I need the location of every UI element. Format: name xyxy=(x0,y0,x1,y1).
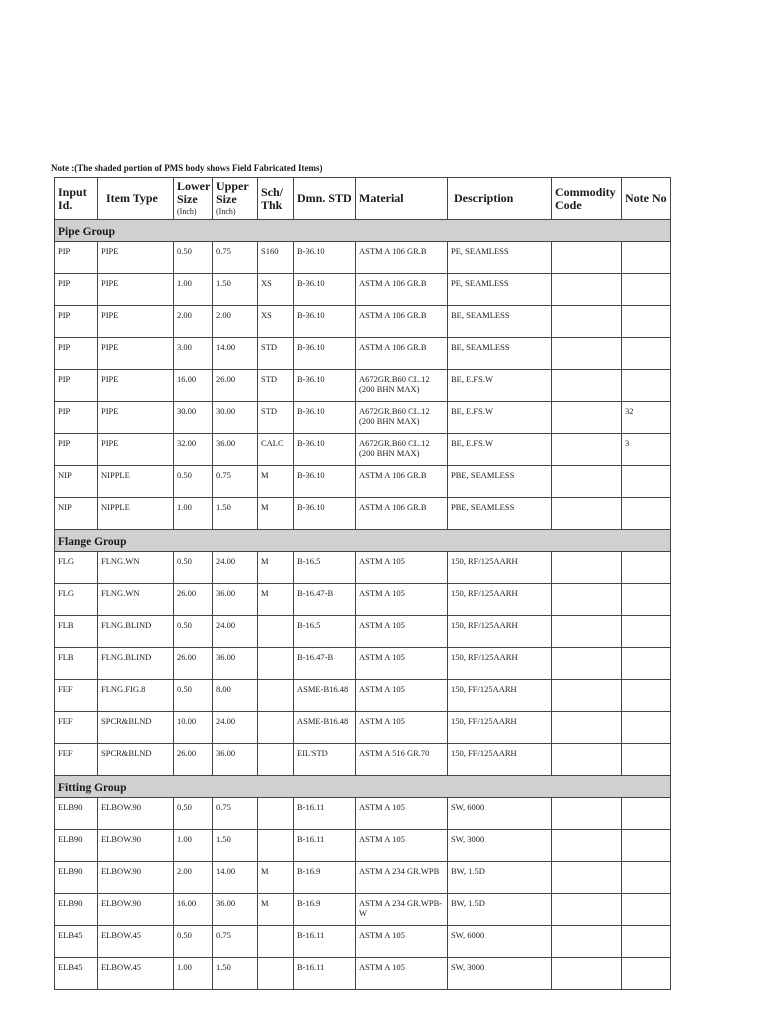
cell-input-id: FEF xyxy=(55,712,98,744)
cell-lower-size: 1.00 xyxy=(174,274,213,306)
cell-item-type: PIPE xyxy=(98,402,174,434)
cell-upper-size: 14.00 xyxy=(213,338,258,370)
cell-item-type: SPCR&BLND xyxy=(98,712,174,744)
cell-sch-thk: M xyxy=(258,498,294,530)
cell-commodity-code xyxy=(552,584,622,616)
table-row xyxy=(55,894,671,926)
table-row xyxy=(55,306,671,338)
cell-material: ASTM A 106 GR.B xyxy=(356,274,448,306)
cell-item-type: ELBOW.90 xyxy=(98,894,174,926)
table-row xyxy=(55,926,671,958)
cell-lower-size: 32.00 xyxy=(174,434,213,466)
cell-dmn-std: B-16.9 xyxy=(294,862,356,894)
cell-material: ASTM A 105 xyxy=(356,830,448,862)
cell-commodity-code xyxy=(552,306,622,338)
cell-upper-size: 1.50 xyxy=(213,274,258,306)
cell-note-no xyxy=(622,894,671,926)
table-row xyxy=(55,798,671,830)
group-header-row xyxy=(55,530,671,552)
cell-note-no: 3 xyxy=(622,434,671,466)
cell-dmn-std: B-16.5 xyxy=(294,552,356,584)
cell-dmn-std: B-36.10 xyxy=(294,274,356,306)
cell-description: PE, SEAMLESS xyxy=(448,242,552,274)
cell-note-no xyxy=(622,830,671,862)
cell-description: 150, RF/125AARH xyxy=(448,616,552,648)
cell-item-type: PIPE xyxy=(98,370,174,402)
table-row xyxy=(55,680,671,712)
cell-dmn-std: B-16.5 xyxy=(294,616,356,648)
cell-sch-thk: XS xyxy=(258,306,294,338)
header-item-type: Item Type xyxy=(98,178,174,220)
cell-item-type: FLNG.BLIND xyxy=(98,616,174,648)
table-row xyxy=(55,862,671,894)
cell-item-type: ELBOW.90 xyxy=(98,798,174,830)
group-title: Fitting Group xyxy=(55,776,671,798)
cell-item-type: PIPE xyxy=(98,338,174,370)
cell-dmn-std: B-16.9 xyxy=(294,894,356,926)
cell-commodity-code xyxy=(552,434,622,466)
cell-description: BE, SEAMLESS xyxy=(448,338,552,370)
header-commodity-code: Commodity Code xyxy=(552,178,622,220)
cell-input-id: ELB90 xyxy=(55,862,98,894)
table-row xyxy=(55,958,671,990)
cell-material: A672GR.B60 CL.12 (200 BHN MAX) xyxy=(356,402,448,434)
cell-input-id: FEF xyxy=(55,680,98,712)
header-note-no: Note No xyxy=(622,178,671,220)
cell-dmn-std: B-36.10 xyxy=(294,466,356,498)
cell-input-id: FLB xyxy=(55,648,98,680)
table-row xyxy=(55,402,671,434)
cell-upper-size: 36.00 xyxy=(213,648,258,680)
table-row xyxy=(55,370,671,402)
cell-commodity-code xyxy=(552,926,622,958)
header-lower-size-label: Lower Size xyxy=(177,179,211,206)
cell-lower-size: 0.50 xyxy=(174,466,213,498)
cell-commodity-code xyxy=(552,680,622,712)
cell-commodity-code xyxy=(552,242,622,274)
cell-dmn-std: B-36.10 xyxy=(294,306,356,338)
cell-sch-thk xyxy=(258,648,294,680)
cell-upper-size: 1.50 xyxy=(213,498,258,530)
cell-input-id: PIP xyxy=(55,402,98,434)
cell-item-type: FLNG.WN xyxy=(98,552,174,584)
cell-dmn-std: B-16.47-B xyxy=(294,648,356,680)
cell-item-type: SPCR&BLND xyxy=(98,744,174,776)
cell-description: BE, SEAMLESS xyxy=(448,306,552,338)
cell-description: BW, 1.5D xyxy=(448,894,552,926)
cell-lower-size: 1.00 xyxy=(174,958,213,990)
cell-lower-size: 3.00 xyxy=(174,338,213,370)
cell-input-id: PIP xyxy=(55,434,98,466)
cell-sch-thk xyxy=(258,926,294,958)
table-row xyxy=(55,466,671,498)
cell-note-no xyxy=(622,370,671,402)
cell-commodity-code xyxy=(552,274,622,306)
cell-dmn-std: B-36.10 xyxy=(294,402,356,434)
cell-description: 150, FF/125AARH xyxy=(448,744,552,776)
cell-commodity-code xyxy=(552,830,622,862)
cell-input-id: FLB xyxy=(55,616,98,648)
header-upper-size-unit: (Inch) xyxy=(216,207,236,216)
group-header-row xyxy=(55,220,671,242)
cell-description: SW, 6000 xyxy=(448,798,552,830)
cell-item-type: NIPPLE xyxy=(98,498,174,530)
cell-material: ASTM A 105 xyxy=(356,552,448,584)
header-lower-size-unit: (Inch) xyxy=(177,207,197,216)
cell-input-id: FEF xyxy=(55,744,98,776)
cell-dmn-std: B-36.10 xyxy=(294,370,356,402)
cell-commodity-code xyxy=(552,958,622,990)
cell-sch-thk: S160 xyxy=(258,242,294,274)
cell-commodity-code xyxy=(552,338,622,370)
cell-commodity-code xyxy=(552,862,622,894)
cell-sch-thk: CALC xyxy=(258,434,294,466)
cell-input-id: NIP xyxy=(55,466,98,498)
cell-material: ASTM A 106 GR.B xyxy=(356,306,448,338)
cell-input-id: NIP xyxy=(55,498,98,530)
table-row xyxy=(55,434,671,466)
cell-dmn-std: B-36.10 xyxy=(294,434,356,466)
cell-upper-size: 24.00 xyxy=(213,712,258,744)
cell-upper-size: 8.00 xyxy=(213,680,258,712)
cell-material: ASTM A 105 xyxy=(356,584,448,616)
header-material: Material xyxy=(356,178,448,220)
table-body xyxy=(55,220,671,990)
cell-lower-size: 1.00 xyxy=(174,830,213,862)
group-header-row xyxy=(55,776,671,798)
cell-material: ASTM A 105 xyxy=(356,616,448,648)
header-upper-size-label: Upper Size xyxy=(216,179,249,206)
cell-sch-thk: M xyxy=(258,552,294,584)
cell-sch-thk xyxy=(258,744,294,776)
cell-sch-thk xyxy=(258,958,294,990)
cell-sch-thk xyxy=(258,798,294,830)
shaded-portion-note: Note :(The shaded portion of PMS body shows Field Fabricated Items) xyxy=(51,163,323,173)
cell-note-no xyxy=(622,680,671,712)
cell-item-type: PIPE xyxy=(98,242,174,274)
header-dmn-std: Dmn. STD xyxy=(294,178,356,220)
cell-sch-thk: STD xyxy=(258,338,294,370)
cell-upper-size: 36.00 xyxy=(213,584,258,616)
cell-lower-size: 10.00 xyxy=(174,712,213,744)
cell-material: A672GR.B60 CL.12 (200 BHN MAX) xyxy=(356,370,448,402)
cell-lower-size: 0.50 xyxy=(174,616,213,648)
cell-input-id: PIP xyxy=(55,274,98,306)
cell-description: 150, RF/125AARH xyxy=(448,648,552,680)
cell-dmn-std: B-16.47-B xyxy=(294,584,356,616)
cell-note-no xyxy=(622,798,671,830)
cell-dmn-std: EIL'STD xyxy=(294,744,356,776)
cell-input-id: ELB45 xyxy=(55,926,98,958)
cell-upper-size: 1.50 xyxy=(213,958,258,990)
cell-note-no xyxy=(622,584,671,616)
cell-lower-size: 1.00 xyxy=(174,498,213,530)
cell-item-type: FLNG.FIG.8 xyxy=(98,680,174,712)
cell-note-no: 32 xyxy=(622,402,671,434)
table-row xyxy=(55,616,671,648)
cell-input-id: FLG xyxy=(55,552,98,584)
cell-note-no xyxy=(622,958,671,990)
cell-description: BE, E.FS.W xyxy=(448,370,552,402)
cell-item-type: PIPE xyxy=(98,434,174,466)
cell-lower-size: 30.00 xyxy=(174,402,213,434)
cell-sch-thk xyxy=(258,830,294,862)
cell-input-id: ELB45 xyxy=(55,958,98,990)
cell-description: BE, E.FS.W xyxy=(448,402,552,434)
cell-upper-size: 36.00 xyxy=(213,744,258,776)
cell-material: A672GR.B60 CL.12 (200 BHN MAX) xyxy=(356,434,448,466)
cell-commodity-code xyxy=(552,616,622,648)
cell-material: ASTM A 105 xyxy=(356,958,448,990)
cell-upper-size: 26.00 xyxy=(213,370,258,402)
cell-commodity-code xyxy=(552,894,622,926)
cell-upper-size: 14.00 xyxy=(213,862,258,894)
cell-note-no xyxy=(622,926,671,958)
cell-sch-thk xyxy=(258,616,294,648)
table-row xyxy=(55,712,671,744)
cell-sch-thk: M xyxy=(258,862,294,894)
cell-description: 150, FF/125AARH xyxy=(448,712,552,744)
cell-item-type: ELBOW.45 xyxy=(98,958,174,990)
cell-input-id: ELB90 xyxy=(55,830,98,862)
header-lower-size xyxy=(174,178,213,220)
cell-dmn-std: B-36.10 xyxy=(294,498,356,530)
table-row xyxy=(55,552,671,584)
cell-upper-size: 2.00 xyxy=(213,306,258,338)
cell-material: ASTM A 234 GR.WPB xyxy=(356,862,448,894)
group-title: Flange Group xyxy=(55,530,671,552)
cell-input-id: ELB90 xyxy=(55,798,98,830)
cell-note-no xyxy=(622,242,671,274)
cell-commodity-code xyxy=(552,466,622,498)
cell-material: ASTM A 516 GR.70 xyxy=(356,744,448,776)
cell-item-type: PIPE xyxy=(98,306,174,338)
cell-commodity-code xyxy=(552,798,622,830)
cell-note-no xyxy=(622,498,671,530)
cell-note-no xyxy=(622,306,671,338)
cell-sch-thk: STD xyxy=(258,370,294,402)
cell-description: PBE, SEAMLESS xyxy=(448,466,552,498)
cell-sch-thk: XS xyxy=(258,274,294,306)
cell-note-no xyxy=(622,616,671,648)
table-header-row xyxy=(55,178,671,220)
cell-item-type: ELBOW.45 xyxy=(98,926,174,958)
cell-note-no xyxy=(622,274,671,306)
cell-material: ASTM A 234 GR.WPB-W xyxy=(356,894,448,926)
table-row xyxy=(55,498,671,530)
cell-upper-size: 24.00 xyxy=(213,616,258,648)
cell-item-type: PIPE xyxy=(98,274,174,306)
cell-note-no xyxy=(622,744,671,776)
cell-lower-size: 26.00 xyxy=(174,744,213,776)
cell-lower-size: 26.00 xyxy=(174,648,213,680)
cell-lower-size: 0.50 xyxy=(174,680,213,712)
cell-note-no xyxy=(622,552,671,584)
cell-material: ASTM A 105 xyxy=(356,712,448,744)
cell-item-type: NIPPLE xyxy=(98,466,174,498)
cell-lower-size: 2.00 xyxy=(174,862,213,894)
cell-input-id: PIP xyxy=(55,242,98,274)
cell-note-no xyxy=(622,648,671,680)
cell-sch-thk: STD xyxy=(258,402,294,434)
cell-lower-size: 0.50 xyxy=(174,798,213,830)
cell-upper-size: 0.75 xyxy=(213,926,258,958)
cell-description: 150, RF/125AARH xyxy=(448,584,552,616)
cell-material: ASTM A 105 xyxy=(356,648,448,680)
table-row xyxy=(55,648,671,680)
cell-material: ASTM A 105 xyxy=(356,798,448,830)
cell-commodity-code xyxy=(552,552,622,584)
cell-commodity-code xyxy=(552,712,622,744)
cell-commodity-code xyxy=(552,648,622,680)
cell-lower-size: 0.50 xyxy=(174,926,213,958)
cell-material: ASTM A 106 GR.B xyxy=(356,338,448,370)
cell-item-type: FLNG.WN xyxy=(98,584,174,616)
cell-dmn-std: B-16.11 xyxy=(294,830,356,862)
cell-sch-thk: M xyxy=(258,894,294,926)
header-upper-size xyxy=(213,178,258,220)
cell-sch-thk: M xyxy=(258,466,294,498)
cell-description: SW, 3000 xyxy=(448,830,552,862)
cell-material: ASTM A 106 GR.B xyxy=(356,466,448,498)
cell-dmn-std: B-16.11 xyxy=(294,958,356,990)
cell-sch-thk xyxy=(258,712,294,744)
header-input-id: Input Id. xyxy=(55,178,98,220)
cell-upper-size: 24.00 xyxy=(213,552,258,584)
table-row xyxy=(55,584,671,616)
cell-upper-size: 0.75 xyxy=(213,466,258,498)
cell-commodity-code xyxy=(552,744,622,776)
cell-upper-size: 0.75 xyxy=(213,242,258,274)
header-sch-thk: Sch/ Thk xyxy=(258,178,294,220)
cell-note-no xyxy=(622,712,671,744)
cell-description: PBE, SEAMLESS xyxy=(448,498,552,530)
cell-item-type: FLNG.BLIND xyxy=(98,648,174,680)
header-description: Description xyxy=(448,178,552,220)
cell-description: 150, RF/125AARH xyxy=(448,552,552,584)
cell-dmn-std: B-16.11 xyxy=(294,926,356,958)
table-row xyxy=(55,830,671,862)
cell-description: SW, 3000 xyxy=(448,958,552,990)
cell-lower-size: 0.50 xyxy=(174,552,213,584)
cell-dmn-std: B-36.10 xyxy=(294,242,356,274)
table-row xyxy=(55,274,671,306)
cell-lower-size: 16.00 xyxy=(174,894,213,926)
cell-input-id: PIP xyxy=(55,338,98,370)
cell-input-id: PIP xyxy=(55,306,98,338)
cell-dmn-std: ASME-B16.48 xyxy=(294,712,356,744)
piping-material-spec-table xyxy=(54,177,671,990)
cell-upper-size: 36.00 xyxy=(213,434,258,466)
cell-material: ASTM A 106 GR.B xyxy=(356,242,448,274)
cell-upper-size: 30.00 xyxy=(213,402,258,434)
table-row xyxy=(55,242,671,274)
cell-description: 150, FF/125AARH xyxy=(448,680,552,712)
cell-dmn-std: ASME-B16.48 xyxy=(294,680,356,712)
cell-material: ASTM A 105 xyxy=(356,680,448,712)
cell-description: SW, 6000 xyxy=(448,926,552,958)
group-title: Pipe Group xyxy=(55,220,671,242)
cell-material: ASTM A 106 GR.B xyxy=(356,498,448,530)
cell-upper-size: 36.00 xyxy=(213,894,258,926)
table-row xyxy=(55,744,671,776)
cell-lower-size: 0.50 xyxy=(174,242,213,274)
cell-upper-size: 0.75 xyxy=(213,798,258,830)
cell-lower-size: 16.00 xyxy=(174,370,213,402)
cell-description: BE, E.FS.W xyxy=(448,434,552,466)
cell-dmn-std: B-36.10 xyxy=(294,338,356,370)
cell-input-id: PIP xyxy=(55,370,98,402)
cell-commodity-code xyxy=(552,498,622,530)
table-row xyxy=(55,338,671,370)
cell-description: BW, 1.5D xyxy=(448,862,552,894)
cell-commodity-code xyxy=(552,370,622,402)
cell-commodity-code xyxy=(552,402,622,434)
cell-note-no xyxy=(622,466,671,498)
cell-note-no xyxy=(622,862,671,894)
cell-sch-thk: M xyxy=(258,584,294,616)
cell-lower-size: 26.00 xyxy=(174,584,213,616)
cell-upper-size: 1.50 xyxy=(213,830,258,862)
cell-lower-size: 2.00 xyxy=(174,306,213,338)
cell-sch-thk xyxy=(258,680,294,712)
cell-note-no xyxy=(622,338,671,370)
cell-input-id: ELB90 xyxy=(55,894,98,926)
cell-description: PE, SEAMLESS xyxy=(448,274,552,306)
cell-item-type: ELBOW.90 xyxy=(98,830,174,862)
cell-item-type: ELBOW.90 xyxy=(98,862,174,894)
cell-input-id: FLG xyxy=(55,584,98,616)
cell-dmn-std: B-16.11 xyxy=(294,798,356,830)
cell-material: ASTM A 105 xyxy=(356,926,448,958)
